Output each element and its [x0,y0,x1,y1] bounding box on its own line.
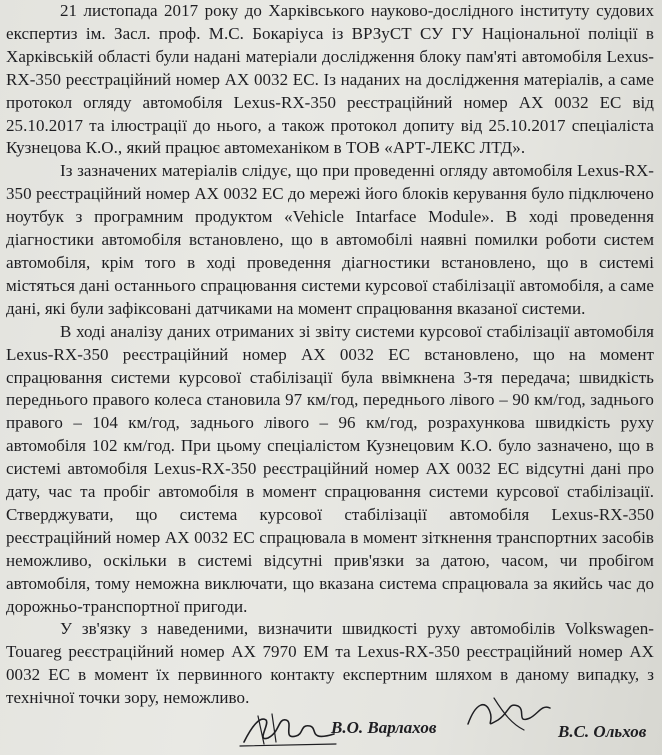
signature-scribble-2 [464,694,552,734]
signature-block [0,708,662,755]
signature-name-olkhov: В.С. Ольхов [558,722,647,741]
signature-name-varlakhov: В.О. Варлахов [331,718,437,737]
paragraph-analysis: В ході аналізу даних отриманих зі звіту системи курсової стабілізації автомобіля Lexus-RX-350 реєстраційний номер АХ 0032 ЕС встановлено, що на момент спрацювання системи курсової стабілізації була ввімкнена 3-тя передача; швидкість переднього правого колеса становила 97 км/год, переднього лівого – 90 км/год, заднього правого – 104 км/год, заднього лівого – 96 км/год, розрахункова швидкість руху автомобіля 102 км/год. При цьому спеціалістом Кузнецовим К.О. було зазначено, що в системі автомобіля Lexus-RX-350 реєстраційний номер АХ 0032 ЕС відсутні дані про дату, час та пробіг автомобіля в момент спрацювання системи курсової стабілізації. Стверджувати, що система курсової стабілізації автомобіля Lexus-RX-350 реєстраційний номер АХ 0032 ЕС спрацювала в момент зіткнення транспортних засобів неможливо, оскільки в системі відсутні прив'язки за датою, часом, чи пробігом автомобіля, тому неможна виключати, що вказана система спрацювала за якийсь час до дорожньо-транспортної пригоди. [6,321,654,616]
document-body [6,0,654,710]
signature-scribble-1 [238,708,338,750]
paragraph-materials: Із зазначених матеріалів слідує, що при проведенні огляду автомобіля Lexus-RX-350 реєстраційний номер АХ 0032 ЕС до мережі його блоків керування було підключено ноутбук з програмним продуктом «Vehicle Intarface Module». В ході проведення діагностики автомобіля встановлено, що в автомобілі наявні помилки роботи систем автомобіля, крім того в ході проведення діагностики встановлено, що в системі містяться дані останнього спрацювання системи курсової стабілізації автомобіля, а саме дані, які були зафіксовані датчиками на момент спрацювання вказаної системи. [6,161,654,318]
paragraph-conclusion: У зв'язку з наведеними, визначити швидкості руху автомобілів Volkswagen-Touareg реєстраційний номер АХ 7970 ЕМ та Lexus-RX-350 реєстраційний номер АХ 0032 ЕС в момент їх первинного контакту експертним шляхом в даному випадку, з технічної точки зору, неможливо. [6,619,654,708]
paragraph-intro: 21 листопада 2017 року до Харківського науково-дослідного інституту судових експертиз ім. Засл. проф. М.С. Бокаріуса із ВРЗуСТ СУ ГУ Національної поліції в Харківській області були надані матеріали дослідження блоку пам'яті автомобіля Lexus-RX-350 реєстраційний номер АХ 0032 ЕС. Із наданих на дослідження матеріалів, а саме протокол огляду автомобіля Lexus-RX-350 реєстраційний номер АХ 0032 ЕС від 25.10.2017 та ілюстрації до нього, а також протокол допиту від 25.10.2017 спеціаліста Кузнецова К.О., який працює автомеханіком в ТОВ «АРТ-ЛЕКС ЛТД». [6,1,654,158]
